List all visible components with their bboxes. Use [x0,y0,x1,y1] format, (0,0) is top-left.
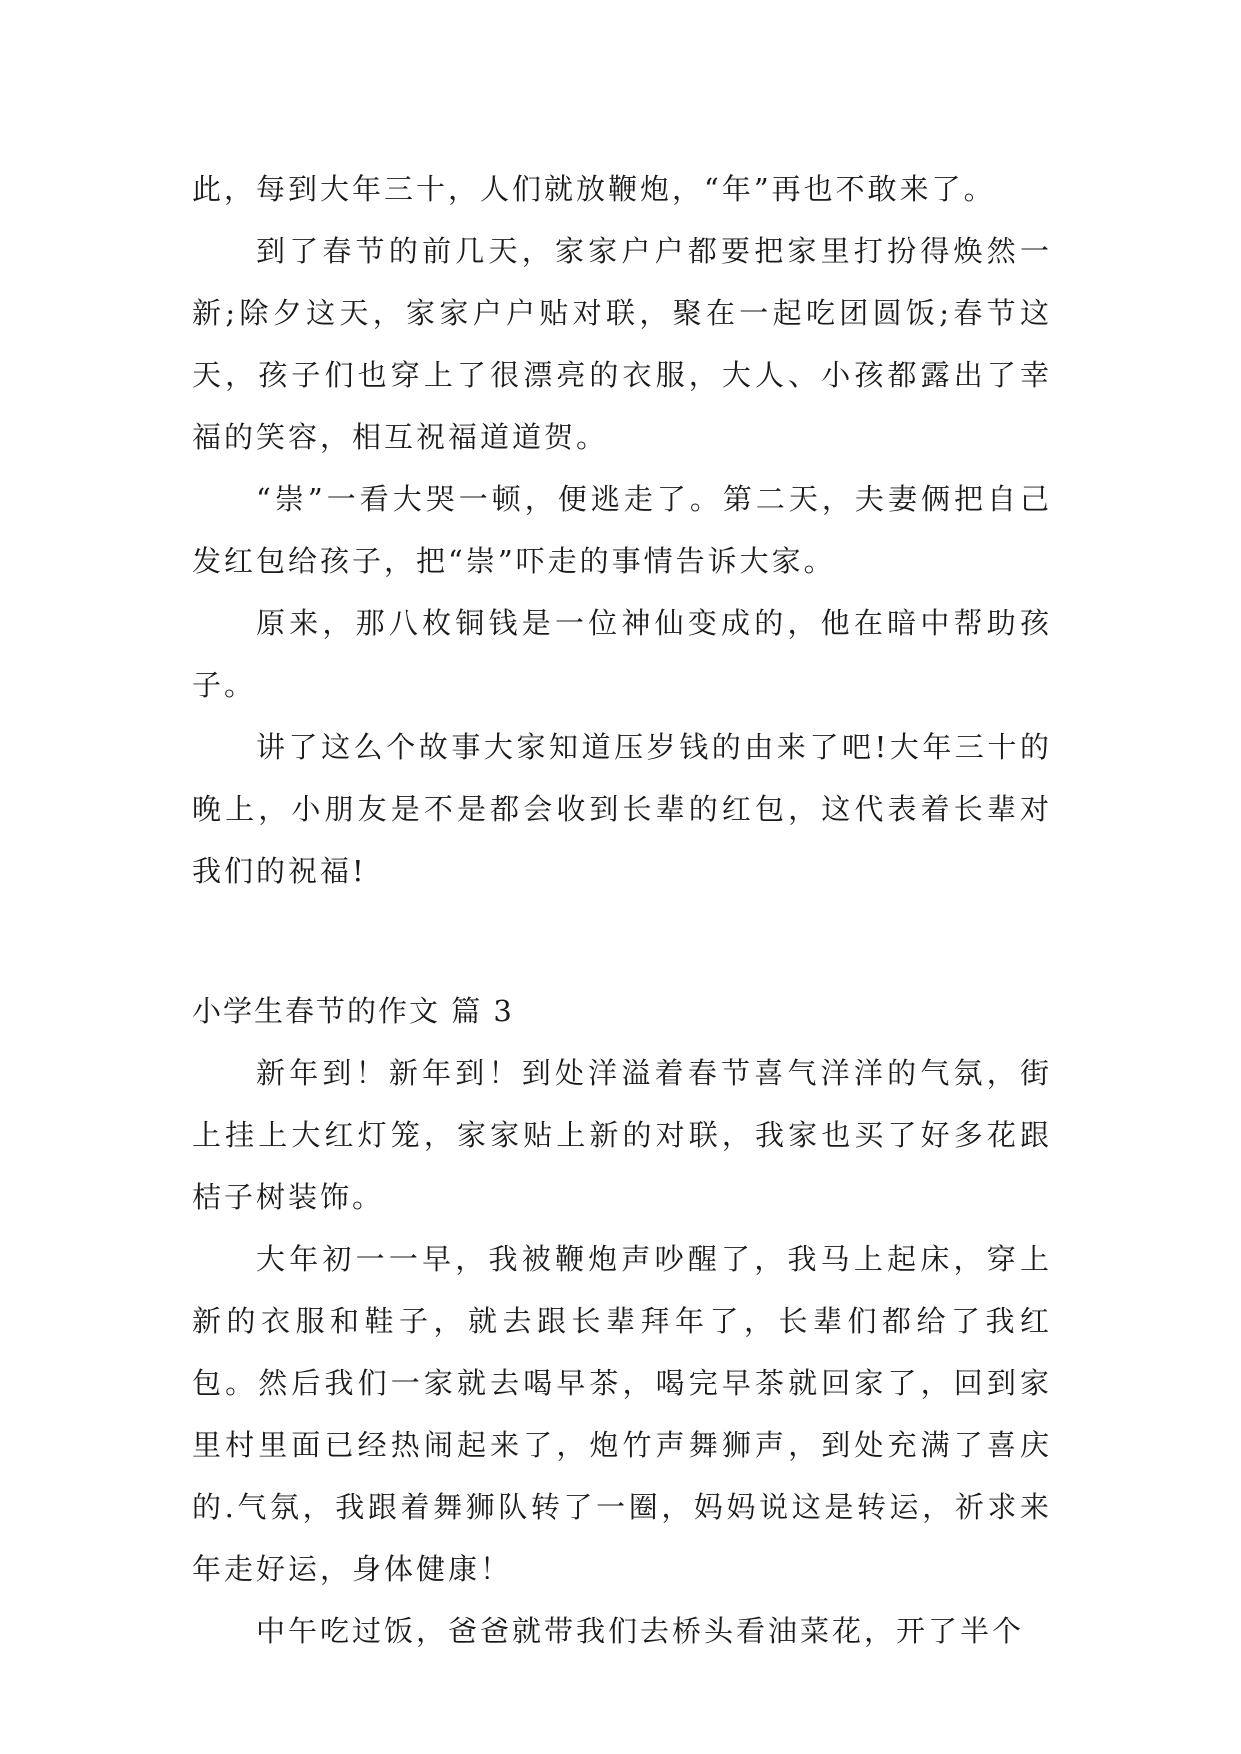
paragraph-s3-1: 新年到！新年到！到处洋溢着春节喜气洋洋的气氛，街上挂上大红灯笼，家家贴上新的对联，我家也买了好多花跟桔子树装饰。 [192,1056,1052,1214]
paragraph-prev-2: 到了春节的前几天，家家户户都要把家里打扮得焕然一新;除夕这天，家家户户贴对联，聚在一起吃团圆饭;春节这天，孩子们也穿上了很漂亮的衣服，大人、小孩都露出了幸福的笑容，相互祝福道道贺。 [192,234,1052,454]
paragraph-prev-3: “崇”一看大哭一顿，便逃走了。第二天，夫妻俩把自己发红包给孩子，把“崇”吓走的事情告诉大家。 [192,482,1052,578]
paragraph-s3-2: 大年初一一早，我被鞭炮声吵醒了，我马上起床，穿上新的衣服和鞋子，就去跟长辈拜年了，长辈们都给了我红包。然后我们一家就去喝早茶，喝完早茶就回家了，回到家里村里面已经热闹起来了，炮竹声舞狮声，到处充满了喜庆的.气氛，我跟着舞狮队转了一圈，妈妈说这是转运，祈求来年走好运，身体健康！ [192,1242,1052,1586]
document-body [192,158,1052,1662]
paragraph-prev-5: 讲了这么个故事大家知道压岁钱的由来了吧!大年三十的晚上，小朋友是不是都会收到长辈的红包，这代表着长辈对我们的祝福! [192,730,1052,888]
section-heading: 小学生春节的作文 篇 3 [192,994,514,1028]
paragraph-s3-3: 中午吃过饭，爸爸就带我们去桥头看油菜花，开了半个 [256,1614,1025,1648]
paragraph-prev-4: 原来，那八枚铜钱是一位神仙变成的，他在暗中帮助孩子。 [192,606,1052,702]
paragraph-prev-1: 此，每到大年三十，人们就放鞭炮，“年”再也不敢来了。 [192,172,996,206]
